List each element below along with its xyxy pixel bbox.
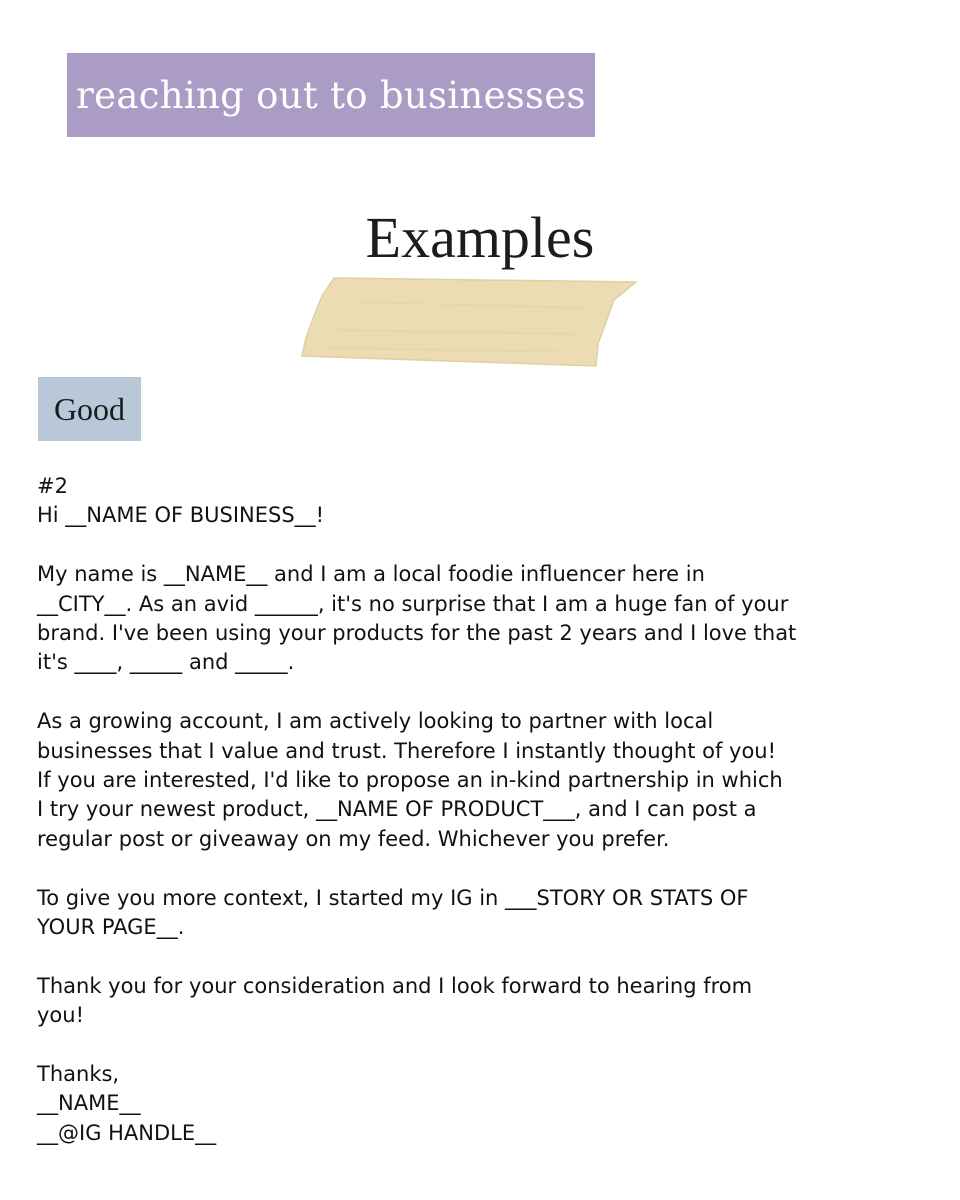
washi-tape-decoration — [296, 272, 638, 370]
paragraph1-line: My name is __NAME__ and I am a local foodie influencer here in — [37, 562, 705, 587]
letter-signoff: Thanks, — [37, 1062, 120, 1087]
paragraph3-line: To give you more context, I started my IG in ___STORY OR STATS OF — [37, 885, 749, 910]
letter-name: __NAME__ — [37, 1091, 141, 1116]
good-badge — [38, 377, 141, 441]
paragraph1-line: brand. I've been using your products for the past 2 years and I love that — [37, 621, 797, 646]
tape-shape — [302, 278, 636, 366]
letter-greeting: Hi __NAME OF BUSINESS__! — [37, 503, 325, 528]
header-banner — [67, 53, 595, 137]
paragraph2-line: As a growing account, I am actively looking to partner with local — [37, 709, 714, 734]
letter-body — [37, 472, 937, 1148]
paragraph1-line: it's ____, _____ and _____. — [37, 650, 295, 675]
paragraph4-line: Thank you for your consideration and I look forward to hearing from — [37, 973, 753, 998]
paragraph2-line: businesses that I value and trust. Therefore I instantly thought of you! — [37, 738, 777, 763]
header-banner-text: reaching out to businesses — [76, 73, 586, 117]
letter-handle: __@IG HANDLE__ — [37, 1120, 217, 1145]
paragraph3-line: YOUR PAGE__. — [37, 915, 185, 940]
paragraph2-line: If you are interested, I'd like to propose an in-kind partnership in which — [37, 768, 783, 793]
paragraph4-line: you! — [37, 1003, 85, 1028]
good-badge-label: Good — [53, 390, 126, 427]
paragraph2-line: regular post or giveaway on my feed. Whichever you prefer. — [37, 826, 670, 851]
letter-number: #2 — [37, 474, 68, 498]
paragraph2-line: I try your newest product, __NAME OF PRODUCT___, and I can post a — [37, 797, 757, 822]
page-title: Examples — [365, 205, 595, 270]
paragraph1-line: __CITY__. As an avid ______, it's no surprise that I am a huge fan of your — [37, 591, 789, 616]
